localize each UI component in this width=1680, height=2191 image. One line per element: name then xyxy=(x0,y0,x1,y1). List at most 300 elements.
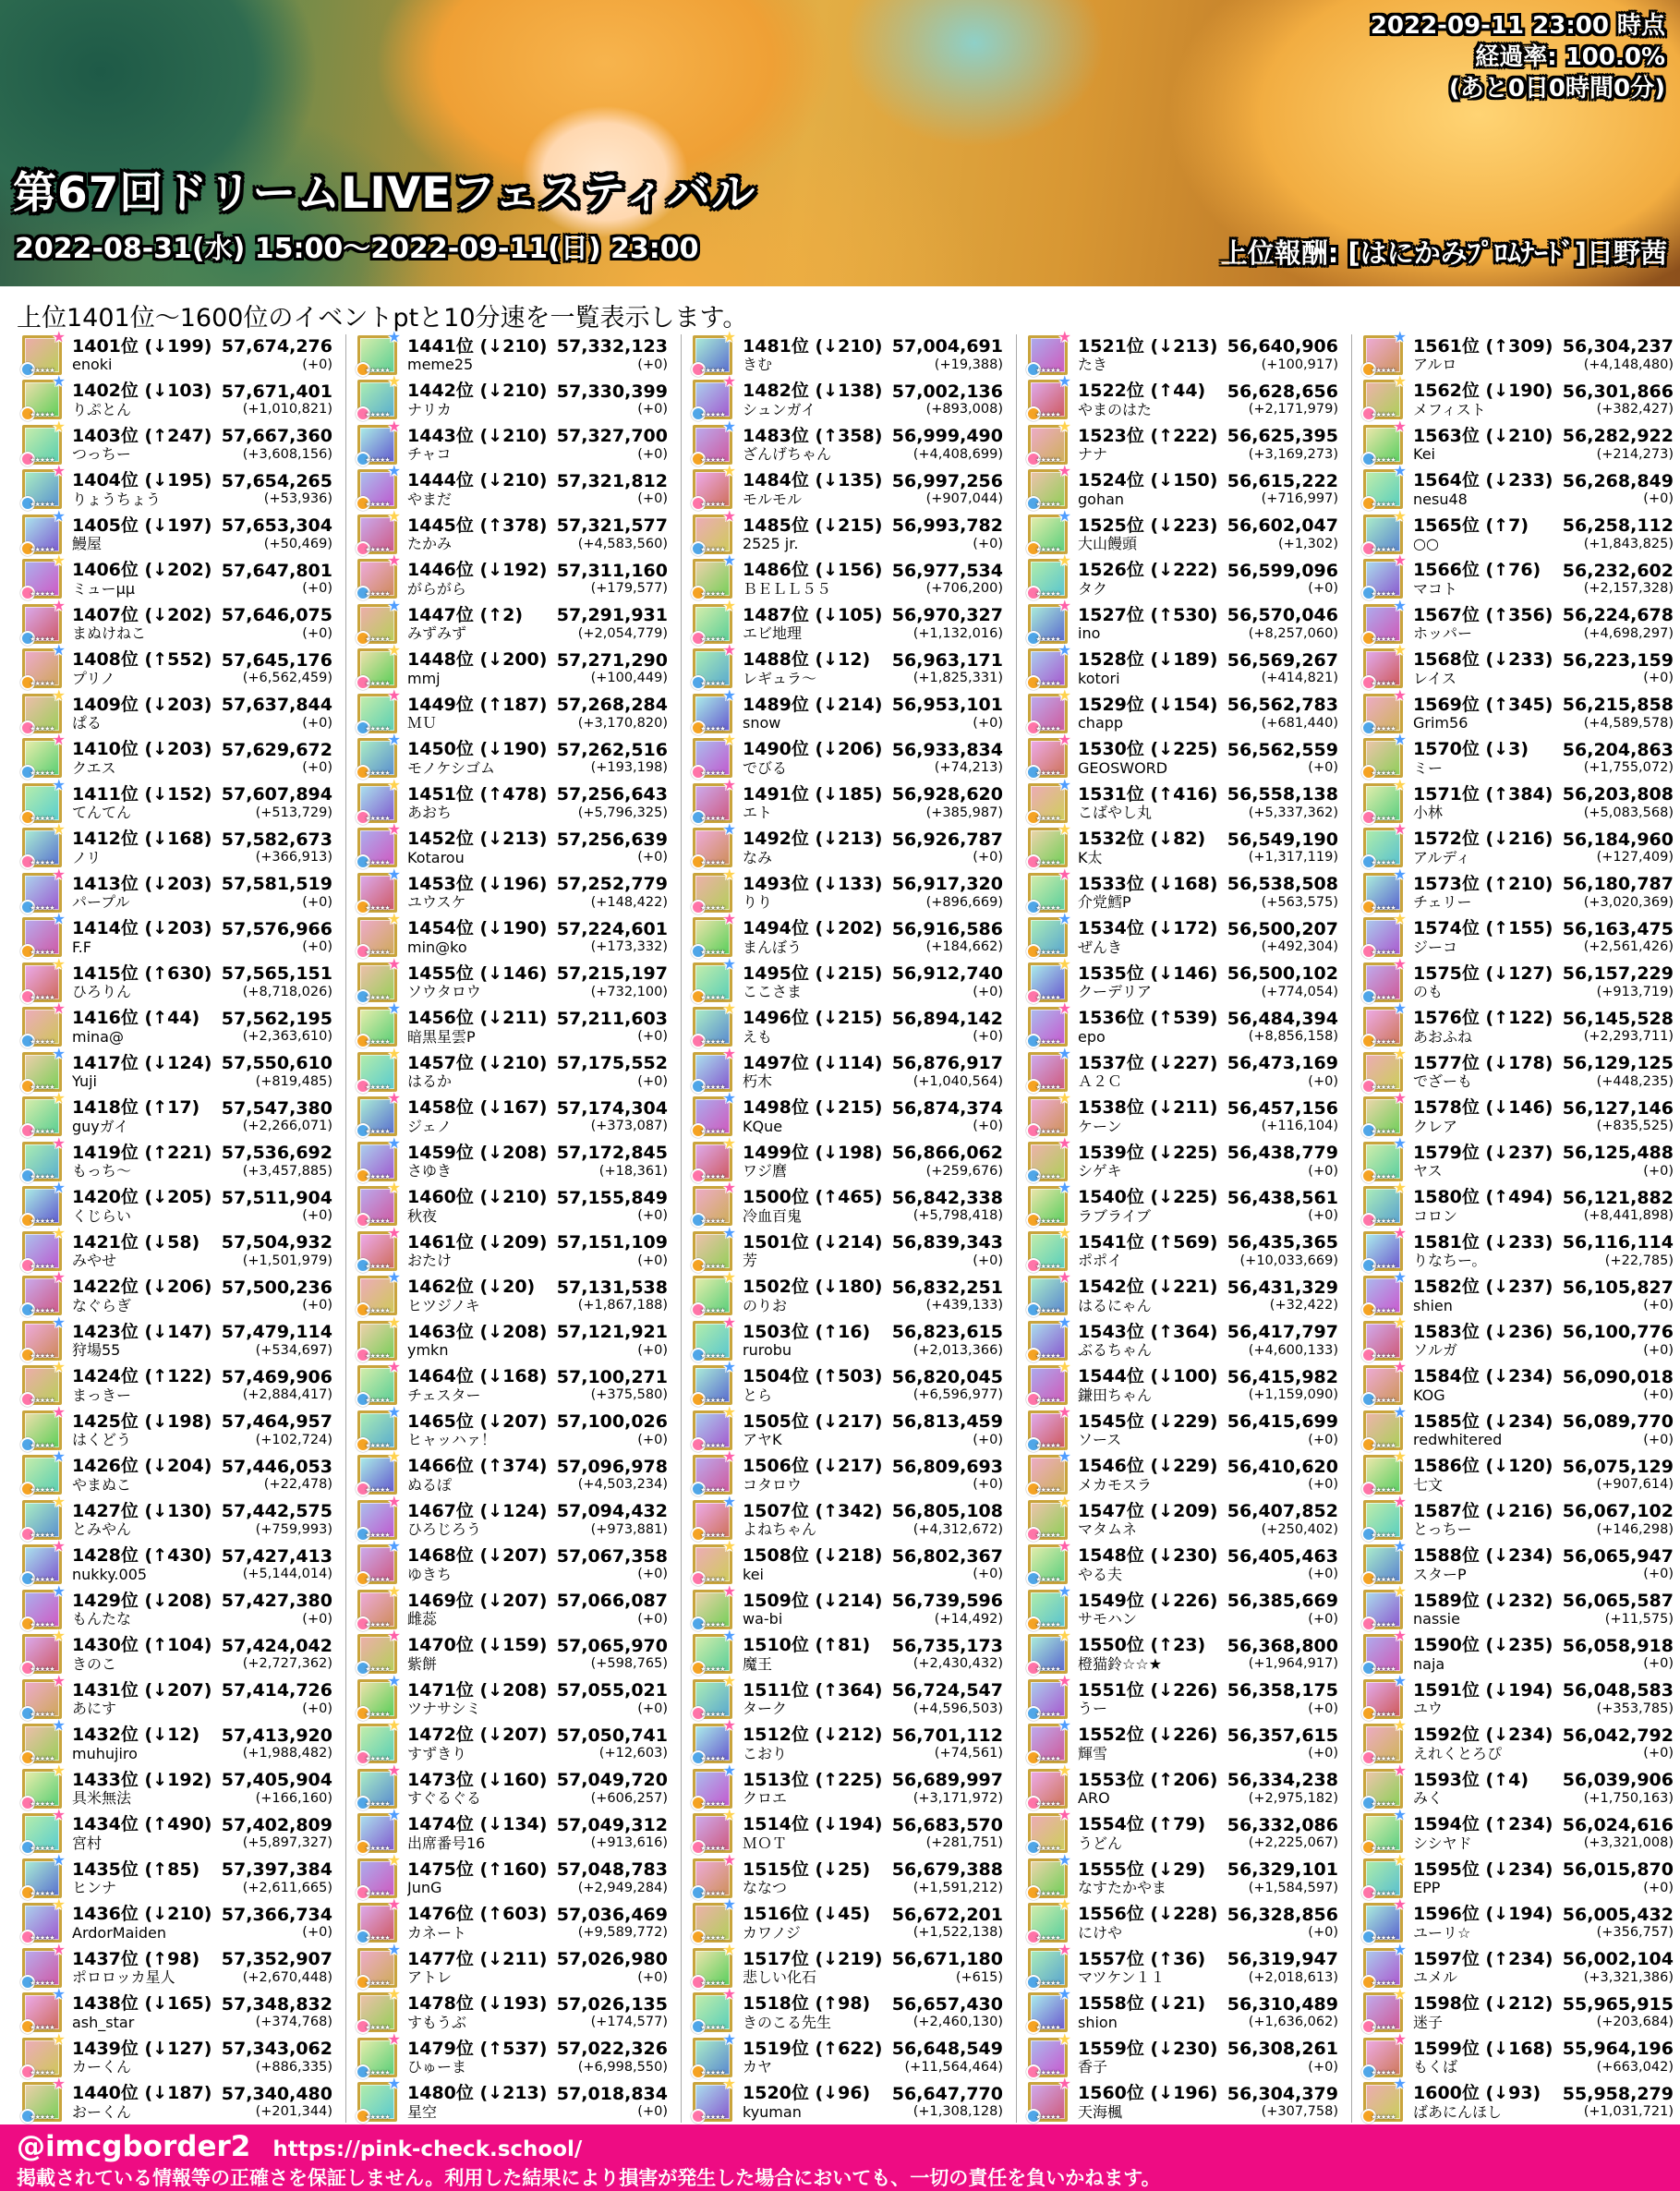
avatar xyxy=(1028,1223,1071,1271)
points-info xyxy=(879,1680,1003,1717)
rarity-stars: ★★★★★ xyxy=(1371,1531,1396,1539)
star-icon: ★ xyxy=(387,999,401,1018)
player-name: ソース xyxy=(1078,1432,1122,1449)
points: 56,562,783 xyxy=(1227,695,1338,716)
points: 56,368,800 xyxy=(1227,1635,1338,1656)
player-name: 狩場55 xyxy=(72,1342,121,1360)
avatar xyxy=(693,596,736,644)
rarity-stars: ★★★★★ xyxy=(30,814,54,822)
rank-label: 1592位 (↓234) xyxy=(1413,1725,1553,1746)
rank-label: 1594位 (↑234) xyxy=(1413,1814,1553,1835)
rarity-stars: ★★★★★ xyxy=(1035,1620,1060,1628)
avatar xyxy=(22,1985,66,2032)
star-icon: ★ xyxy=(722,731,736,749)
points: 56,435,365 xyxy=(1227,1232,1338,1253)
avatar xyxy=(22,641,66,688)
rank-label: 1439位 (↓127) xyxy=(72,2038,212,2059)
rank-label: 1416位 (↑44) xyxy=(72,1008,200,1029)
avatar xyxy=(357,1089,401,1136)
rarity-stars: ★★★★★ xyxy=(1035,814,1060,822)
rank-label: 1526位 (↓222) xyxy=(1078,560,1218,581)
star-icon: ★ xyxy=(1393,327,1407,345)
player-name: まぬけねこ xyxy=(72,625,147,643)
points: 57,576,966 xyxy=(221,918,332,939)
rarity-stars: ★★★★★ xyxy=(700,993,725,1001)
star-icon: ★ xyxy=(1058,1133,1071,1152)
avatar xyxy=(693,685,736,733)
points-info xyxy=(879,1457,1003,1494)
leaderboard-row xyxy=(22,1044,332,1095)
player-info xyxy=(407,1277,544,1314)
star-icon: ★ xyxy=(387,462,401,480)
star-icon: ★ xyxy=(1393,372,1407,391)
player-info xyxy=(72,2038,212,2076)
avatar xyxy=(693,1761,736,1809)
site-url-link[interactable]: https://pink-check.school/ xyxy=(272,2137,583,2161)
points-info xyxy=(544,426,668,463)
avatar xyxy=(1028,910,1071,957)
rarity-stars: ★★★★★ xyxy=(1035,1486,1060,1495)
points: 57,637,844 xyxy=(221,695,332,716)
star-icon: ★ xyxy=(1393,1806,1407,1824)
leaderboard-row xyxy=(22,1268,332,1319)
points-gain: (+375,580) xyxy=(590,1387,668,1403)
player-name: ymkn xyxy=(407,1342,449,1360)
page-description: 上位1401位～1600位のイベントptと10分速を一覧表示します。 xyxy=(17,304,748,333)
rarity-stars: ★★★★★ xyxy=(1371,1038,1396,1047)
player-info xyxy=(1413,470,1553,508)
points: 57,645,176 xyxy=(221,649,332,671)
star-icon: ★ xyxy=(387,1089,401,1108)
leaderboard-row xyxy=(22,1627,332,1677)
points-gain: (+598,765) xyxy=(590,1656,668,1672)
points-gain: (+74,213) xyxy=(934,760,1003,776)
points-info xyxy=(879,515,1003,552)
star-icon: ★ xyxy=(1393,1850,1407,1869)
player-info xyxy=(407,739,548,777)
points-info xyxy=(544,1546,668,1583)
leaderboard-row xyxy=(1028,506,1338,557)
player-name: おーくん xyxy=(72,2103,132,2121)
star-icon: ★ xyxy=(387,2075,401,2093)
rarity-stars: ★★★★★ xyxy=(1371,2024,1396,2032)
leaderboard-row xyxy=(1028,1313,1338,1363)
points: 57,402,809 xyxy=(221,1814,332,1835)
star-icon: ★ xyxy=(387,865,401,883)
rarity-stars: ★★★★★ xyxy=(1035,1531,1060,1539)
points-info xyxy=(209,1770,332,1807)
rarity-stars: ★★★★★ xyxy=(30,1262,54,1270)
leaderboard-row xyxy=(357,685,668,736)
star-icon: ★ xyxy=(387,1806,401,1824)
points: 56,121,882 xyxy=(1562,1187,1674,1208)
points: 56,615,222 xyxy=(1227,470,1338,491)
avatar xyxy=(693,1179,736,1226)
leaderboard-row xyxy=(693,1268,1003,1319)
star-icon: ★ xyxy=(1058,1044,1071,1062)
rank-label: 1484位 (↓135) xyxy=(743,470,883,491)
leaderboard-row xyxy=(357,1492,668,1543)
leaderboard-row xyxy=(22,1358,332,1409)
points-info xyxy=(879,650,1003,687)
points: 56,105,827 xyxy=(1562,1277,1674,1298)
leaderboard-row xyxy=(1028,1492,1338,1543)
leaderboard-row xyxy=(22,1223,332,1274)
star-icon: ★ xyxy=(1393,1268,1407,1287)
leaderboard-row xyxy=(1028,596,1338,647)
points-gain: (+12,603) xyxy=(598,1746,668,1761)
rank-label: 1548位 (↓230) xyxy=(1078,1545,1218,1567)
avatar xyxy=(357,327,401,375)
rarity-stars: ★★★★★ xyxy=(1371,814,1396,822)
rank-label: 1536位 (↑539) xyxy=(1078,1008,1218,1029)
star-icon: ★ xyxy=(1058,1537,1071,1555)
player-info xyxy=(1078,739,1218,777)
points: 57,446,053 xyxy=(221,1456,332,1477)
rarity-stars: ★★★★★ xyxy=(30,1038,54,1047)
points-info xyxy=(209,1098,332,1135)
leaderboard-row xyxy=(1363,596,1674,647)
player-info xyxy=(1413,515,1550,553)
points-gain: (+4,148,480) xyxy=(1583,357,1674,372)
rarity-stars: ★★★★★ xyxy=(1371,1620,1396,1628)
points: 56,866,062 xyxy=(891,1143,1003,1164)
player-name: muhujiro xyxy=(72,1745,138,1762)
rarity-stars: ★★★★★ xyxy=(1035,2068,1060,2076)
player-name: りり xyxy=(743,894,773,912)
player-name: チェリー xyxy=(1413,894,1472,912)
snapshot-time: 2022-09-11 23:00 時点 xyxy=(1370,12,1665,40)
rank-label: 1480位 (↓213) xyxy=(407,2083,548,2104)
rank-label: 1503位 (↑16) xyxy=(743,1321,871,1342)
points-info xyxy=(1550,1411,1674,1448)
points-info xyxy=(1550,471,1674,508)
points-info xyxy=(1550,2039,1674,2076)
points-info xyxy=(209,784,332,821)
player-name: F.F xyxy=(72,938,91,956)
rank-label: 1570位 (↓3) xyxy=(1413,739,1529,760)
avatar xyxy=(1363,775,1407,823)
leaderboard-row xyxy=(693,1313,1003,1363)
player-info xyxy=(72,1545,212,1583)
player-info xyxy=(743,1366,883,1404)
player-name: 魔王 xyxy=(743,1655,773,1673)
leaderboard-row xyxy=(22,910,332,961)
player-info xyxy=(743,1456,883,1494)
points-info xyxy=(544,874,668,911)
player-info xyxy=(1078,1097,1218,1135)
avatar xyxy=(693,1985,736,2032)
avatar xyxy=(1363,1581,1407,1629)
avatar xyxy=(22,1223,66,1271)
player-info xyxy=(407,1904,548,1942)
points: 56,823,615 xyxy=(891,1322,1003,1343)
player-info xyxy=(407,962,548,1001)
points-gain: (+2,460,130) xyxy=(913,2015,1003,2030)
leaderboard-row xyxy=(1028,327,1338,378)
leaderboard-row xyxy=(1363,1358,1674,1409)
points: 56,628,656 xyxy=(1227,381,1338,402)
player-name: アトレ xyxy=(407,1969,453,1987)
player-name: 天海楓 xyxy=(1078,2103,1123,2121)
leaderboard-row xyxy=(1363,1716,1674,1767)
avatar xyxy=(1363,1358,1407,1405)
rank-label: 1591位 (↓194) xyxy=(1413,1679,1553,1701)
rank-label: 1491位 (↓185) xyxy=(743,783,883,805)
player-name: うー xyxy=(1078,1701,1108,1718)
rank-label: 1452位 (↓213) xyxy=(407,829,548,850)
star-icon: ★ xyxy=(52,2075,66,2093)
rank-label: 1469位 (↓207) xyxy=(407,1590,548,1611)
leaderboard-row xyxy=(22,865,332,915)
player-name: enoki xyxy=(72,357,113,374)
points-gain: (+0) xyxy=(973,1253,1003,1268)
avatar xyxy=(22,417,66,465)
leaderboard-row xyxy=(1363,775,1674,826)
player-name: ash_star xyxy=(72,2014,135,2031)
player-name: 輝雪 xyxy=(1078,1745,1108,1762)
leaderboard-row xyxy=(1363,641,1674,692)
rarity-stars: ★★★★★ xyxy=(700,1038,725,1047)
rank-label: 1485位 (↓215) xyxy=(743,514,883,536)
rank-label: 1474位 (↓134) xyxy=(407,1814,548,1835)
rank-label: 1473位 (↓160) xyxy=(407,1769,548,1790)
rank-label: 1402位 (↓103) xyxy=(72,381,212,402)
avatar xyxy=(1363,1627,1407,1674)
points: 56,282,922 xyxy=(1562,426,1674,447)
points-info xyxy=(1215,695,1338,732)
player-name: 鎌田ちゃん xyxy=(1078,1386,1153,1404)
avatar xyxy=(357,372,401,419)
points-info xyxy=(879,336,1003,373)
player-name: gohan xyxy=(1078,490,1125,508)
avatar xyxy=(1363,1940,1407,1988)
star-icon: ★ xyxy=(52,372,66,391)
player-name: マタムネ xyxy=(1078,1521,1138,1539)
points-info xyxy=(544,1905,668,1942)
avatar xyxy=(1363,372,1407,419)
player-name: クレア xyxy=(1413,1118,1458,1135)
points: 56,640,906 xyxy=(1227,336,1338,357)
points-info xyxy=(544,963,668,1000)
star-icon: ★ xyxy=(387,1402,401,1421)
points-gain: (+5,897,327) xyxy=(242,1835,332,1851)
player-name: こばやし丸 xyxy=(1078,805,1153,822)
player-info xyxy=(743,829,883,866)
points-gain: (+0) xyxy=(1643,1880,1674,1895)
star-icon: ★ xyxy=(1058,1179,1071,1197)
rank-label: 1527位 (↑530) xyxy=(1078,604,1218,625)
leaderboard-row xyxy=(357,1806,668,1857)
player-info xyxy=(407,1769,548,1808)
player-info xyxy=(743,649,879,687)
player-name: モルモル xyxy=(743,490,803,508)
rank-column-2 xyxy=(357,327,668,2124)
avatar xyxy=(22,1627,66,1674)
points-gain: (+0) xyxy=(637,491,668,507)
star-icon: ★ xyxy=(722,1223,736,1241)
avatar xyxy=(22,1895,66,1943)
star-icon: ★ xyxy=(1058,1761,1071,1779)
rank-label: 1468位 (↓207) xyxy=(407,1545,548,1567)
leaderboard-row xyxy=(693,1806,1003,1857)
points-info xyxy=(209,1859,332,1896)
avatar xyxy=(22,551,66,599)
points-info xyxy=(879,1591,1003,1628)
leaderboard-row xyxy=(693,954,1003,1005)
avatar xyxy=(22,327,66,375)
star-icon: ★ xyxy=(1393,820,1407,839)
rank-label: 1545位 (↓229) xyxy=(1078,1410,1218,1432)
rarity-stars: ★★★★★ xyxy=(365,724,390,732)
points-gain: (+1,132,016) xyxy=(913,625,1003,641)
player-info xyxy=(743,1008,883,1046)
player-name: 迷子 xyxy=(1413,2014,1444,2031)
rarity-stars: ★★★★★ xyxy=(1371,949,1396,957)
rarity-stars: ★★★★★ xyxy=(365,1397,390,1405)
rarity-stars: ★★★★★ xyxy=(700,903,725,912)
avatar xyxy=(1028,1850,1071,1898)
avatar xyxy=(1363,685,1407,733)
star-icon: ★ xyxy=(1393,1402,1407,1421)
leaderboard-row xyxy=(357,1716,668,1767)
points-info xyxy=(1550,784,1674,821)
points-gain: (+373,087) xyxy=(590,1119,668,1134)
points-info xyxy=(1215,1411,1338,1448)
rank-label: 1418位 (↑17) xyxy=(72,1097,200,1119)
player-info xyxy=(1413,1635,1553,1673)
points: 56,735,173 xyxy=(891,1635,1003,1656)
star-icon: ★ xyxy=(52,327,66,345)
points-info xyxy=(544,1053,668,1090)
star-icon: ★ xyxy=(1058,1447,1071,1466)
points: 56,963,171 xyxy=(891,649,1003,671)
points: 56,683,570 xyxy=(891,1814,1003,1835)
points: 57,479,114 xyxy=(221,1322,332,1343)
rarity-stars: ★★★★★ xyxy=(1371,1799,1396,1808)
points-gain: (+732,100) xyxy=(590,984,668,999)
points: 57,607,894 xyxy=(221,784,332,805)
leaderboard-row xyxy=(22,596,332,647)
rarity-stars: ★★★★★ xyxy=(1371,1351,1396,1360)
rarity-stars: ★★★★★ xyxy=(30,1845,54,1853)
avatar xyxy=(357,1581,401,1629)
player-name: まんぼう xyxy=(743,938,803,956)
leaderboard-row xyxy=(22,999,332,1050)
rarity-stars: ★★★★★ xyxy=(30,2113,54,2122)
points: 56,127,146 xyxy=(1562,1097,1674,1119)
points: 57,332,123 xyxy=(556,336,668,357)
points-info xyxy=(209,919,332,956)
points: 56,438,779 xyxy=(1227,1143,1338,1164)
points-info xyxy=(1550,561,1674,598)
rarity-stars: ★★★★★ xyxy=(365,366,390,374)
points-info xyxy=(544,1680,668,1717)
points-info xyxy=(1550,1680,1674,1717)
leaderboard-row xyxy=(1028,1761,1338,1811)
leaderboard-row xyxy=(1028,954,1338,1005)
leaderboard-row xyxy=(693,1671,1003,1722)
points: 56,569,267 xyxy=(1227,649,1338,671)
points: 57,224,601 xyxy=(556,918,668,939)
points-gain: (+2,884,417) xyxy=(242,1387,332,1403)
rank-label: 1448位 (↓200) xyxy=(407,649,548,671)
rarity-stars: ★★★★★ xyxy=(30,2024,54,2032)
points: 56,431,329 xyxy=(1227,1277,1338,1298)
points: 56,415,982 xyxy=(1227,1366,1338,1387)
leaderboard-row xyxy=(357,820,668,871)
avatar xyxy=(357,1268,401,1315)
avatar xyxy=(693,775,736,823)
points-info xyxy=(879,695,1003,732)
rarity-stars: ★★★★★ xyxy=(1371,411,1396,419)
avatar xyxy=(693,1627,736,1674)
points-info xyxy=(1215,471,1338,508)
player-info xyxy=(743,604,883,643)
rarity-stars: ★★★★★ xyxy=(30,1128,54,1136)
star-icon: ★ xyxy=(387,1044,401,1062)
player-info xyxy=(1413,1993,1553,2031)
star-icon: ★ xyxy=(1058,327,1071,345)
rarity-stars: ★★★★★ xyxy=(365,1262,390,1270)
rarity-stars: ★★★★★ xyxy=(365,859,390,867)
rank-label: 1585位 (↓234) xyxy=(1413,1410,1553,1432)
points-info xyxy=(1550,1859,1674,1896)
player-info xyxy=(743,514,883,553)
rarity-stars: ★★★★★ xyxy=(30,1755,54,1763)
points: 56,809,693 xyxy=(891,1456,1003,1477)
player-name: JunG xyxy=(407,1880,442,1897)
player-name: はくどう xyxy=(72,1432,132,1449)
leaderboard-row xyxy=(1028,731,1338,781)
points: 56,802,367 xyxy=(891,1545,1003,1567)
rank-label: 1441位 (↓210) xyxy=(407,335,548,357)
points-gain: (+1,755,072) xyxy=(1583,760,1674,776)
points-info xyxy=(879,1277,1003,1314)
avatar xyxy=(1028,1537,1071,1584)
avatar xyxy=(1028,1806,1071,1853)
avatar xyxy=(22,1671,66,1719)
player-name: ヒャッハァ！ xyxy=(407,1432,497,1449)
points-gain: (+1,317,119) xyxy=(1248,850,1338,866)
rarity-stars: ★★★★★ xyxy=(1035,1799,1060,1808)
rarity-stars: ★★★★★ xyxy=(30,1531,54,1539)
rarity-stars: ★★★★★ xyxy=(365,680,390,688)
player-name: Ａ２Ｃ xyxy=(1078,1073,1123,1091)
points-gain: (+534,697) xyxy=(255,1342,332,1358)
points-info xyxy=(544,2039,668,2076)
avatar xyxy=(693,1537,736,1584)
leaderboard-row xyxy=(1363,1537,1674,1588)
player-info xyxy=(743,1993,879,2031)
star-icon: ★ xyxy=(387,1940,401,1958)
rarity-stars: ★★★★★ xyxy=(1371,859,1396,867)
rank-label: 1479位 (↑537) xyxy=(407,2038,548,2059)
leaderboard-row xyxy=(693,1492,1003,1543)
avatar xyxy=(1028,2029,1071,2077)
rank-label: 1598位 (↓212) xyxy=(1413,1993,1553,2015)
star-icon: ★ xyxy=(52,1179,66,1197)
player-info xyxy=(1413,560,1550,598)
player-info xyxy=(743,1410,883,1449)
leaderboard-row xyxy=(1028,1447,1338,1498)
avatar xyxy=(357,1402,401,1450)
player-name: rurobu xyxy=(743,1342,792,1360)
leaderboard-row xyxy=(357,1537,668,1588)
points-gain: (+2,363,610) xyxy=(242,1029,332,1045)
leaderboard-row xyxy=(1028,1581,1338,1632)
points-info xyxy=(544,1770,668,1807)
